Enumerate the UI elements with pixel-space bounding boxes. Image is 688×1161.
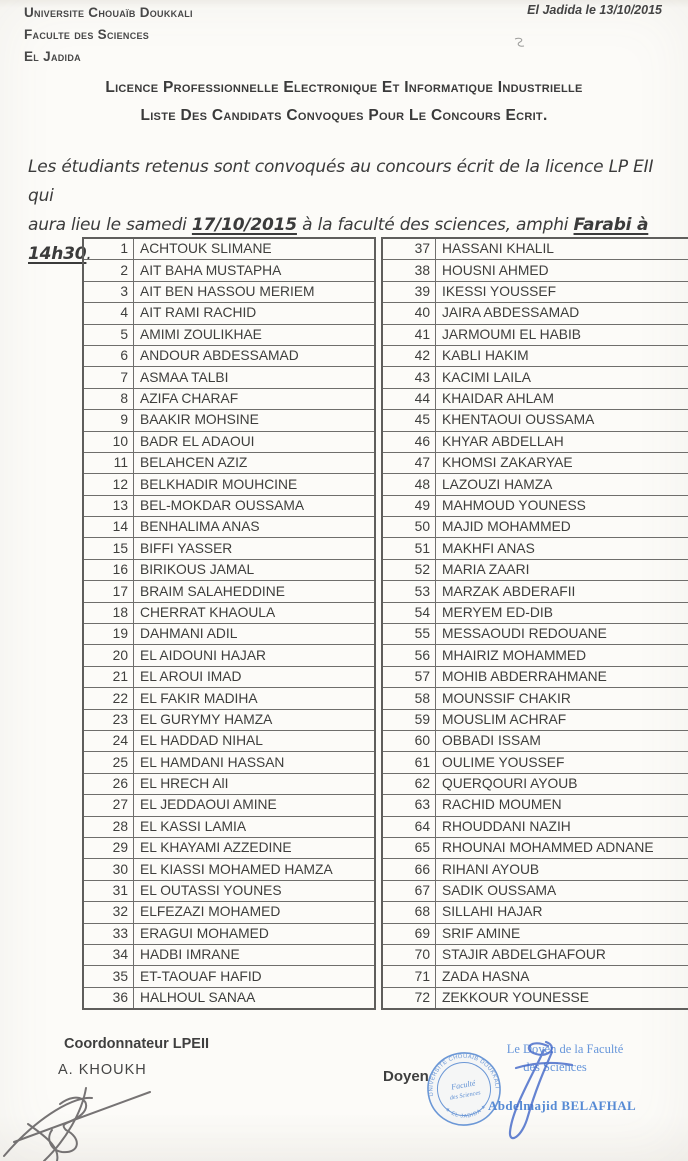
candidate-number: 39 xyxy=(382,281,436,302)
candidate-name: MOHIB ABDERRAHMANE xyxy=(436,666,688,687)
candidate-number: 48 xyxy=(382,474,436,495)
candidate-number: 47 xyxy=(382,452,436,473)
candidate-name: LAZOUZI HAMZA xyxy=(436,474,688,495)
document-title-line2: Liste Des Candidats Convoques Pour Le Concours Ecrit. xyxy=(140,107,548,124)
table-row xyxy=(83,709,375,730)
table-row xyxy=(83,474,375,495)
table-row xyxy=(83,624,375,645)
table-row xyxy=(382,238,688,260)
candidate-table-right xyxy=(381,237,688,1010)
candidate-number: 62 xyxy=(382,773,436,794)
candidate-tables xyxy=(82,237,688,1010)
candidate-name: HASSANI KHALIL xyxy=(436,238,688,260)
candidate-number: 57 xyxy=(382,666,436,687)
candidate-name: MAHMOUD YOUNESS xyxy=(436,495,688,516)
candidate-number: 55 xyxy=(382,624,436,645)
candidate-name: AIT RAMI RACHID xyxy=(134,303,376,324)
candidate-number: 9 xyxy=(83,410,134,431)
table-row xyxy=(83,559,375,580)
table-row xyxy=(83,966,375,987)
candidate-name: IKESSI YOUSSEF xyxy=(436,281,688,302)
header-university: Universite Chouaïb Doukkali xyxy=(24,5,193,20)
table-row xyxy=(382,559,688,580)
candidate-number: 15 xyxy=(83,538,134,559)
candidate-number: 11 xyxy=(83,452,134,473)
table-row xyxy=(382,709,688,730)
candidate-name: EL FAKIR MADIHA xyxy=(134,688,376,709)
table-row xyxy=(83,773,375,794)
table-row xyxy=(83,410,375,431)
intro-exam-date: 17/10/2015 xyxy=(191,215,297,235)
candidate-number: 71 xyxy=(382,966,436,987)
candidate-number: 45 xyxy=(382,410,436,431)
candidate-name: BELAHCEN AZIZ xyxy=(134,452,376,473)
candidate-name: BAAKIR MOHSINE xyxy=(134,410,376,431)
table-row xyxy=(382,281,688,302)
table-row xyxy=(382,431,688,452)
candidate-name: MARIA ZAARI xyxy=(436,559,688,580)
table-row xyxy=(382,923,688,944)
candidate-name: AIT BEN HASSOU MERIEM xyxy=(134,281,376,302)
candidate-number: 69 xyxy=(382,923,436,944)
table-row xyxy=(382,581,688,602)
candidate-number: 4 xyxy=(83,303,134,324)
candidate-number: 52 xyxy=(382,559,436,580)
candidate-name: JARMOUMI EL HABIB xyxy=(436,324,688,345)
candidate-name: EL HADDAD NIHAL xyxy=(134,730,376,751)
candidate-number: 21 xyxy=(83,666,134,687)
table-row xyxy=(83,816,375,837)
candidate-number: 53 xyxy=(382,581,436,602)
candidate-number: 61 xyxy=(382,752,436,773)
table-row xyxy=(83,666,375,687)
table-row xyxy=(382,752,688,773)
table-row xyxy=(83,602,375,623)
table-row xyxy=(382,987,688,1009)
table-row xyxy=(382,666,688,687)
table-row xyxy=(382,730,688,751)
candidate-name: BIFFI YASSER xyxy=(134,538,376,559)
candidate-number: 27 xyxy=(83,795,134,816)
candidate-number: 6 xyxy=(83,345,134,366)
dean-text-line1: Le Doyen de la Faculté xyxy=(506,1042,624,1056)
table-row xyxy=(382,602,688,623)
table-row xyxy=(382,410,688,431)
candidate-number: 32 xyxy=(83,902,134,923)
table-row xyxy=(382,645,688,666)
coordinator-name: A. KHOUKH xyxy=(58,1062,147,1078)
candidate-number: 68 xyxy=(382,902,436,923)
table-row xyxy=(382,624,688,645)
candidate-name: ZADA HASNA xyxy=(436,966,688,987)
candidate-number: 8 xyxy=(83,388,134,409)
table-row xyxy=(83,303,375,324)
document-title-line1: Licence Professionnelle Electronique Et Informatique Industrielle xyxy=(105,79,583,96)
candidate-name: ET-TAOUAF HAFID xyxy=(134,966,376,987)
candidate-number: 37 xyxy=(382,238,436,260)
candidate-number: 13 xyxy=(83,495,134,516)
table-row xyxy=(83,880,375,901)
table-row xyxy=(382,303,688,324)
intro-line2-pre: aura lieu le samedi xyxy=(28,215,192,235)
candidate-name: ASMAA TALBI xyxy=(134,367,376,388)
candidate-number: 20 xyxy=(83,645,134,666)
candidate-number: 7 xyxy=(83,367,134,388)
table-row xyxy=(382,773,688,794)
candidate-number: 14 xyxy=(83,517,134,538)
candidate-name: KHENTAOUI OUSSAMA xyxy=(436,410,688,431)
candidate-name: KHYAR ABDELLAH xyxy=(436,431,688,452)
candidate-number: 59 xyxy=(382,709,436,730)
candidate-number: 29 xyxy=(83,837,134,858)
candidate-name: HADBI IMRANE xyxy=(134,944,376,965)
candidate-name: ZEKKOUR YOUNESSE xyxy=(436,987,688,1009)
candidate-name: MOUSLIM ACHRAF xyxy=(436,709,688,730)
table-row xyxy=(382,324,688,345)
candidate-number: 67 xyxy=(382,880,436,901)
candidate-number: 41 xyxy=(382,324,436,345)
table-row xyxy=(382,474,688,495)
candidate-number: 40 xyxy=(382,303,436,324)
table-row xyxy=(83,859,375,880)
candidate-name: SADIK OUSSAMA xyxy=(436,880,688,901)
dean-signature xyxy=(494,1036,578,1148)
table-row xyxy=(83,345,375,366)
table-row xyxy=(382,837,688,858)
candidate-name: RACHID MOUMEN xyxy=(436,795,688,816)
table-row xyxy=(83,923,375,944)
table-row xyxy=(83,367,375,388)
candidate-number: 23 xyxy=(83,709,134,730)
candidate-name: EL OUTASSI YOUNES xyxy=(134,880,376,901)
candidate-name: BADR EL ADAOUI xyxy=(134,431,376,452)
candidate-number: 35 xyxy=(83,966,134,987)
candidate-name: HALHOUL SANAA xyxy=(134,987,376,1009)
candidate-number: 28 xyxy=(83,816,134,837)
candidate-name: AIT BAHA MUSTAPHA xyxy=(134,260,376,281)
candidate-name: MESSAOUDI REDOUANE xyxy=(436,624,688,645)
candidate-name: EL GURYMY HAMZA xyxy=(134,709,376,730)
candidate-number: 5 xyxy=(83,324,134,345)
candidate-name: OBBADI ISSAM xyxy=(436,730,688,751)
table-row xyxy=(83,730,375,751)
table-row xyxy=(382,880,688,901)
dean-text-line2: des Sciences xyxy=(523,1060,587,1074)
header-date: El Jadida le 13/10/2015 xyxy=(527,3,662,17)
table-row xyxy=(382,688,688,709)
candidate-name: QUERQOURI AYOUB xyxy=(436,773,688,794)
candidate-number: 38 xyxy=(382,260,436,281)
candidate-name: SILLAHI HAJAR xyxy=(436,902,688,923)
table-row xyxy=(382,260,688,281)
candidate-number: 17 xyxy=(83,581,134,602)
candidate-number: 42 xyxy=(382,345,436,366)
table-row xyxy=(382,966,688,987)
candidate-number: 31 xyxy=(83,880,134,901)
header-faculty: Faculte des Sciences xyxy=(24,27,150,42)
table-row xyxy=(382,495,688,516)
candidate-name: EL AROUI IMAD xyxy=(134,666,376,687)
candidate-name: MHAIRIZ MOHAMMED xyxy=(436,645,688,666)
candidate-name: RHOUNAI MOHAMMED ADNANE xyxy=(436,837,688,858)
table-row xyxy=(382,902,688,923)
candidate-name: BEL-MOKDAR OUSSAMA xyxy=(134,495,376,516)
candidate-name: KHOMSI ZAKARYAE xyxy=(436,452,688,473)
candidate-number: 63 xyxy=(382,795,436,816)
coordinator-title: Coordonnateur LPEII xyxy=(64,1036,209,1052)
candidate-name: ACHTOUK SLIMANE xyxy=(134,238,376,260)
table-row xyxy=(382,795,688,816)
intro-line2-mid: à la faculté des sciences, amphi xyxy=(296,215,574,235)
candidate-number: 3 xyxy=(83,281,134,302)
candidate-name: EL HRECH AlI xyxy=(134,773,376,794)
candidate-name: BELKHADIR MOUHCINE xyxy=(134,474,376,495)
stamp-inner-line1: Faculté xyxy=(450,1078,477,1092)
table-row xyxy=(83,538,375,559)
candidate-name: BIRIKOUS JAMAL xyxy=(134,559,376,580)
table-row xyxy=(83,795,375,816)
candidate-number: 25 xyxy=(83,752,134,773)
table-row xyxy=(382,859,688,880)
table-row xyxy=(83,902,375,923)
table-row xyxy=(83,987,375,1009)
table-row xyxy=(83,281,375,302)
table-row xyxy=(382,367,688,388)
candidate-number: 12 xyxy=(83,474,134,495)
candidate-number: 65 xyxy=(382,837,436,858)
intro-amphi-time: Farabi à 14h30 xyxy=(28,215,649,264)
candidate-name: RHOUDDANI NAZIH xyxy=(436,816,688,837)
table-row xyxy=(83,388,375,409)
candidate-number: 2 xyxy=(83,260,134,281)
candidate-number: 49 xyxy=(382,495,436,516)
stamp-inner-line2: des Sciences xyxy=(449,1089,482,1102)
candidate-number: 64 xyxy=(382,816,436,837)
candidate-name: AMIMI ZOULIKHAE xyxy=(134,324,376,345)
candidate-name: MOUNSSIF CHAKIR xyxy=(436,688,688,709)
candidate-number: 44 xyxy=(382,388,436,409)
table-row xyxy=(83,581,375,602)
table-row xyxy=(382,517,688,538)
candidate-name: SRIF AMINE xyxy=(436,923,688,944)
candidate-number: 16 xyxy=(83,559,134,580)
candidate-number: 22 xyxy=(83,688,134,709)
candidate-name: EL KIASSI MOHAMED HAMZA xyxy=(134,859,376,880)
candidate-name: MERYEM ED-DIB xyxy=(436,602,688,623)
table-row xyxy=(83,431,375,452)
header-institution-block xyxy=(24,2,193,68)
table-row xyxy=(83,260,375,281)
candidate-name: MAKHFI ANAS xyxy=(436,538,688,559)
candidate-name: EL JEDDAOUI AMINE xyxy=(134,795,376,816)
candidate-name: KABLI HAKIM xyxy=(436,345,688,366)
candidate-number: 54 xyxy=(382,602,436,623)
candidate-name: DAHMANI ADIL xyxy=(134,624,376,645)
candidate-number: 36 xyxy=(83,987,134,1009)
candidate-name: BRAIM SALAHEDDINE xyxy=(134,581,376,602)
candidate-number: 46 xyxy=(382,431,436,452)
table-row xyxy=(83,752,375,773)
candidate-number: 72 xyxy=(382,987,436,1009)
candidate-name: HOUSNI AHMED xyxy=(436,260,688,281)
candidate-name: EL KASSI LAMIA xyxy=(134,816,376,837)
dean-name: Abdelmajid BELAFHAL xyxy=(488,1098,637,1113)
intro-line2-end: . xyxy=(86,244,92,264)
table-row xyxy=(382,538,688,559)
candidate-name: MAJID MOHAMMED xyxy=(436,517,688,538)
candidate-number: 18 xyxy=(83,602,134,623)
table-row xyxy=(382,452,688,473)
candidate-number: 66 xyxy=(382,859,436,880)
header-city: El Jadida xyxy=(24,49,81,64)
table-row xyxy=(83,238,375,260)
candidate-number: 58 xyxy=(382,688,436,709)
table-row xyxy=(83,944,375,965)
candidate-name: BENHALIMA ANAS xyxy=(134,517,376,538)
candidate-name: EL HAMDANI HASSAN xyxy=(134,752,376,773)
table-row xyxy=(83,837,375,858)
candidate-name: KHAIDAR AHLAM xyxy=(436,388,688,409)
intro-line1: Les étudiants retenus sont convoqués au concours écrit de la licence LP EII qui xyxy=(28,157,654,206)
stamp-ring-top-text: UNIVERSITE CHOUAIB DOUKKALI xyxy=(428,1053,500,1097)
candidate-name: KACIMI LAILA xyxy=(436,367,688,388)
table-row xyxy=(83,452,375,473)
candidate-number: 24 xyxy=(83,730,134,751)
candidate-name: AZIFA CHARAF xyxy=(134,388,376,409)
candidate-name: CHERRAT KHAOULA xyxy=(134,602,376,623)
table-row xyxy=(382,816,688,837)
candidate-number: 26 xyxy=(83,773,134,794)
candidate-name: OULIME YOUSSEF xyxy=(436,752,688,773)
candidate-name: MARZAK ABDERAFII xyxy=(436,581,688,602)
candidate-name: RIHANI AYOUB xyxy=(436,859,688,880)
candidate-name: JAIRA ABDESSAMAD xyxy=(436,303,688,324)
candidate-name: EL AIDOUNI HAJAR xyxy=(134,645,376,666)
candidate-number: 56 xyxy=(382,645,436,666)
table-row xyxy=(83,495,375,516)
candidate-number: 43 xyxy=(382,367,436,388)
candidate-number: 10 xyxy=(83,431,134,452)
dean-label: Doyen xyxy=(383,1068,429,1085)
candidate-name: EL KHAYAMI AZZEDINE xyxy=(134,837,376,858)
coordinator-signature xyxy=(0,1082,170,1161)
candidate-number: 30 xyxy=(83,859,134,880)
candidate-name: ERAGUI MOHAMED xyxy=(134,923,376,944)
scan-artifact-mark xyxy=(512,36,528,50)
candidate-number: 33 xyxy=(83,923,134,944)
candidate-name: ANDOUR ABDESSAMAD xyxy=(134,345,376,366)
table-row xyxy=(382,944,688,965)
table-row xyxy=(83,645,375,666)
candidate-number: 70 xyxy=(382,944,436,965)
stamp-ring-bottom-text: ★ EL JADIDA ★ xyxy=(443,1103,489,1120)
candidate-number: 50 xyxy=(382,517,436,538)
table-row xyxy=(382,345,688,366)
candidate-name: ELFEZAZI MOHAMED xyxy=(134,902,376,923)
candidate-table-left xyxy=(82,237,376,1010)
table-row xyxy=(83,517,375,538)
table-row xyxy=(83,688,375,709)
candidate-number: 19 xyxy=(83,624,134,645)
table-row xyxy=(83,324,375,345)
candidate-number: 34 xyxy=(83,944,134,965)
candidate-number: 51 xyxy=(382,538,436,559)
table-row xyxy=(382,388,688,409)
candidate-number: 60 xyxy=(382,730,436,751)
candidate-name: STAJIR ABDELGHAFOUR xyxy=(436,944,688,965)
candidate-number: 1 xyxy=(83,238,134,260)
